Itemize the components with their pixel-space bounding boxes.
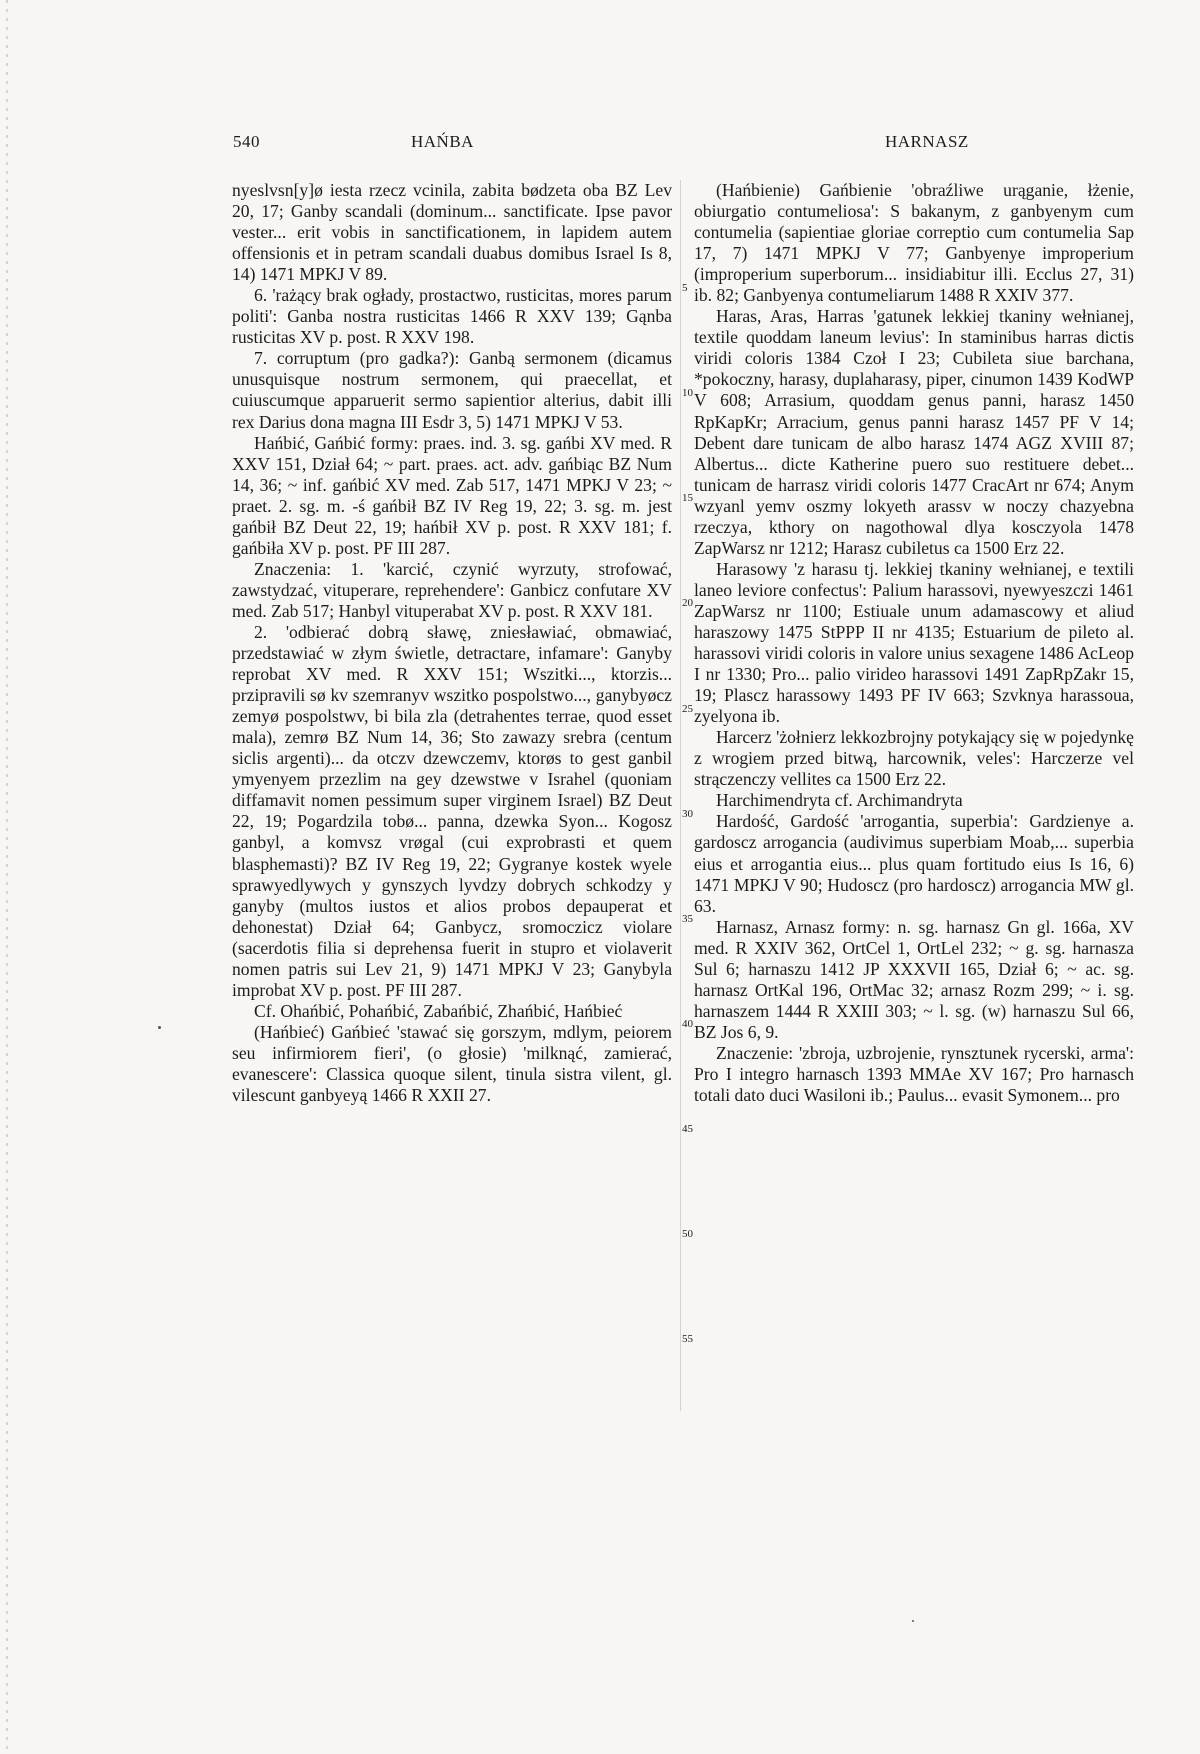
- line-number: 45: [682, 1123, 693, 1135]
- entry-paragraph: Harasowy 'z harasu tj. lekkiej tkaniny wełnianej, e textili laneo leviore confectus': Palium harassovi, nyewyeszczi 1461 ZapWarsz nr 1100; Estiuale unum adamascowy et aliud haraszowy 1475 StPPP II nr 4135; Estuarium de pileto al. harassovi viridi coloris in valore unius sexagene 1486 AcLeop I nr 1330; Pro... palio virideo harassovi 1491 ZapRpZakr 15, 19; Plascz harassowy 1493 PF IV 663; Szvknya harassoua, zyelyona ib.: [694, 558, 1134, 727]
- entry-paragraph: Znaczenie: 'zbroja, uzbrojenie, rynsztunek rycerski, arma': Pro I integro harnasch 1393 MMAe XV 167; Pro harnasch totali dato duci Wasiloni ib.; Paulus... evasit Symonem... pro: [694, 1042, 1134, 1106]
- entry-paragraph: Hardość, Gardość 'arrogantia, superbia': Gardzienye a. gardoscz arrogancia (audivimus superbiam Moab,... superbia eius et arrogantia eius... plus quam fortitudo eius Is 16, 6) 1471 MPKJ V 90; Hudoscz (pro hardoscz) arrogancia MW gl. 63.: [694, 811, 1134, 916]
- scan-speck: [912, 1620, 914, 1622]
- line-number: 15: [682, 492, 693, 504]
- header-left-word: HAŃBA: [411, 132, 474, 151]
- entry-paragraph: Haras, Aras, Harras 'gatunek lekkiej tkaniny wełnianej, textile quoddam laneum levius': In staminibus harras dictis viridi coloris 1384 Czoł I 23; Cubileta siue barchana, *pokoczny, harasy, duplaharasy, piper, cinumon 1439 KodWP V 608; Arrasium, quoddam genus panni, harasz 1450 RpKapKr; Arracium, genus panni harasz 1457 PF V 14; Debent dare tunicam de albo harasz 1474 AGZ XVIII 87; Albertus... dicte Katherine puero suo restituere debet... tunicam de harrasz viridi coloris 1477 CracArt nr 674; Anym wzyanl yemv oszmy lokyeth arassv w noczy chazyebna rzeczya, kthory on nagothowal dlya kosczyola 1478 ZapWarsz nr 1212; Harasz cubiletus ca 1500 Erz 22.: [694, 306, 1134, 558]
- entry-paragraph: nyeslvsn[y]ø iesta rzecz vcinila, zabita bødzeta oba BZ Lev 20, 17; Ganby scandali (dominum... sanctificate. Ipse pavor vester... erit vobis in sanctificationem, in lapidem autem offensionis et in petram scandali duabus domibus Israel Is 8, 14) 1471 MPKJ V 89.: [232, 180, 672, 285]
- line-number: 5: [682, 282, 688, 294]
- entry-paragraph: Harnasz, Arnasz formy: n. sg. harnasz Gn gl. 166a, XV med. R XXIV 362, OrtCel 1, OrtLel 232; ~ g. sg. harnasza Sul 6; harnaszu 1412 JP XXXVII 165, Dział 6; ~ ac. sg. harnasz OrtKal 196, OrtMac 32; arnasz Rozm 299; ~ i. sg. harnaszem 1444 R XXIII 303; ~ l. sg. (w) harnaszu Sul 66, BZ Jos 6, 9.: [694, 916, 1134, 1042]
- column-rule: [680, 180, 681, 1411]
- entry-paragraph: (Hańbieć) Gańbieć 'stawać się gorszym, mdlym, peiorem seu infirmiorem fieri', (o głosie) 'milknąć, zamierać, evanescere': Classica quoque silent, tinula sistra vilent, gl. vilescunt ganbyeyą 1466 R XXII 27.: [232, 1021, 672, 1106]
- entry-paragraph: Cf. Ohańbić, Pohańbić, Zabańbić, Zhańbić, Hańbieć: [254, 1000, 623, 1021]
- entry-paragraph: Znaczenia: 1. 'karcić, czynić wyrzuty, strofować, zawstydzać, vituperare, reprehendere': Ganbicz confutare XV med. Zab 517; Hanbyl vituperabat XV p. post. R XXV 181.: [232, 558, 672, 621]
- left-column: [232, 180, 672, 1106]
- entry-paragraph: 2. 'odbierać dobrą sławę, zniesławiać, obmawiać, przedstawiać w złym świetle, detractare, infamare': Ganyby reprobat XV med. R XXV 151; Wszitki..., ktorzis... przipravili sø kv szemranyv wszitko pospolstwo..., ganybyøcz zemyø pospolstwv, bi bila zla (detrahentes terrae, quod esset mala), zemrø BZ Num 14, 36; Sto zawazy srebra (centum siclis argenti)... da otczv dzewczemv, ktorøs to gest ganbil ymyenyem przezlim na gey dzewstwe v Israhel (quoniam diffamavit nomen pessimum super virginem Israel) BZ Deut 22, 19; Pogardzila tobø... panna, dzewka Syon... Kogosz ganbyl, a komvsz vrøgal (cui exprobrasti et quem blasphemasti)? BZ IV Reg 19, 22; Gygranye kostek wyele sprawyedlywych y gynszych lyvdzy dobrych schkodzy y ganyby (multos iustos et alios probos depauperat et dehonestat) Dział 64; Ganbycz, sromoczicz violare (sacerdotis filia si deprehensa fuerit in stupro et violaverit nomen patris sui Lev 21, 9) 1471 MPKJ V 23; Ganybyla improbat XV p. post. PF III 287.: [232, 621, 672, 1000]
- entry-paragraph: Harchimendryta cf. Archimandryta: [716, 790, 963, 811]
- line-number: 25: [682, 703, 693, 715]
- line-number: 20: [682, 597, 693, 609]
- line-number: 35: [682, 913, 693, 925]
- scan-edge: [6, 0, 8, 1754]
- scan-speck: [158, 1026, 161, 1029]
- entry-paragraph: Hańbić, Gańbić formy: praes. ind. 3. sg. gańbi XV med. R XXV 151, Dział 64; ~ part. praes. act. adv. gańbiąc BZ Num 14, 36; ~ inf. gańbić XV med. Zab 517, 1471 MPKJ V 23; ~ praet. 2. sg. m. -ś gańbił BZ IV Reg 19, 22; 3. sg. m. jest gańbił BZ Deut 22, 19; hańbił XV p. post. R XXV 181; f. gańbiła XV p. post. PF III 287.: [232, 432, 672, 558]
- entry-paragraph: 6. 'rażący brak ogłady, prostactwo, rusticitas, mores parum politi': Ganba nostra rusticitas 1466 R XXV 139; Gąnba rusticitas XV p. post. R XXV 198.: [232, 285, 672, 348]
- right-column: [694, 180, 1134, 1106]
- line-number: 40: [682, 1018, 693, 1030]
- line-number: 30: [682, 808, 693, 820]
- page-number: 540: [233, 132, 260, 151]
- header-right-word: HARNASZ: [885, 132, 969, 151]
- line-number: 50: [682, 1228, 693, 1240]
- entry-paragraph: (Hańbienie) Gańbienie 'obraźliwe urąganie, łżenie, obiurgatio contumeliosa': S bakanym, z ganbyenym cum contumelia (sapientiae gloriae correptio cum contumelia Sap 17, 7) 1471 MPKJ V 77; Ganbyenye improperium (improperium superborum... insidiabitur illi. Ecclus 27, 31) ib. 82; Ganbyenya contumeliarum 1488 R XXIV 377.: [694, 180, 1134, 306]
- entry-paragraph: 7. corruptum (pro gadka?): Ganbą sermonem (dicamus unusquisque nostrum sermonem, qui praecellat, et cuiuscumque apparuerit sermo sapientior alterius, dabit illi rex Darius dona magna III Esdr 3, 5) 1471 MPKJ V 53.: [232, 348, 672, 432]
- line-number: 10: [682, 387, 693, 399]
- line-number: 55: [682, 1333, 693, 1345]
- entry-paragraph: Harcerz 'żołnierz lekkozbrojny potykający się w pojedynkę z wrogiem przed bitwą, harcownik, veles': Harczerze vel strączenczy vellites ca 1500 Erz 22.: [694, 727, 1134, 790]
- running-header: [0, 132, 1200, 156]
